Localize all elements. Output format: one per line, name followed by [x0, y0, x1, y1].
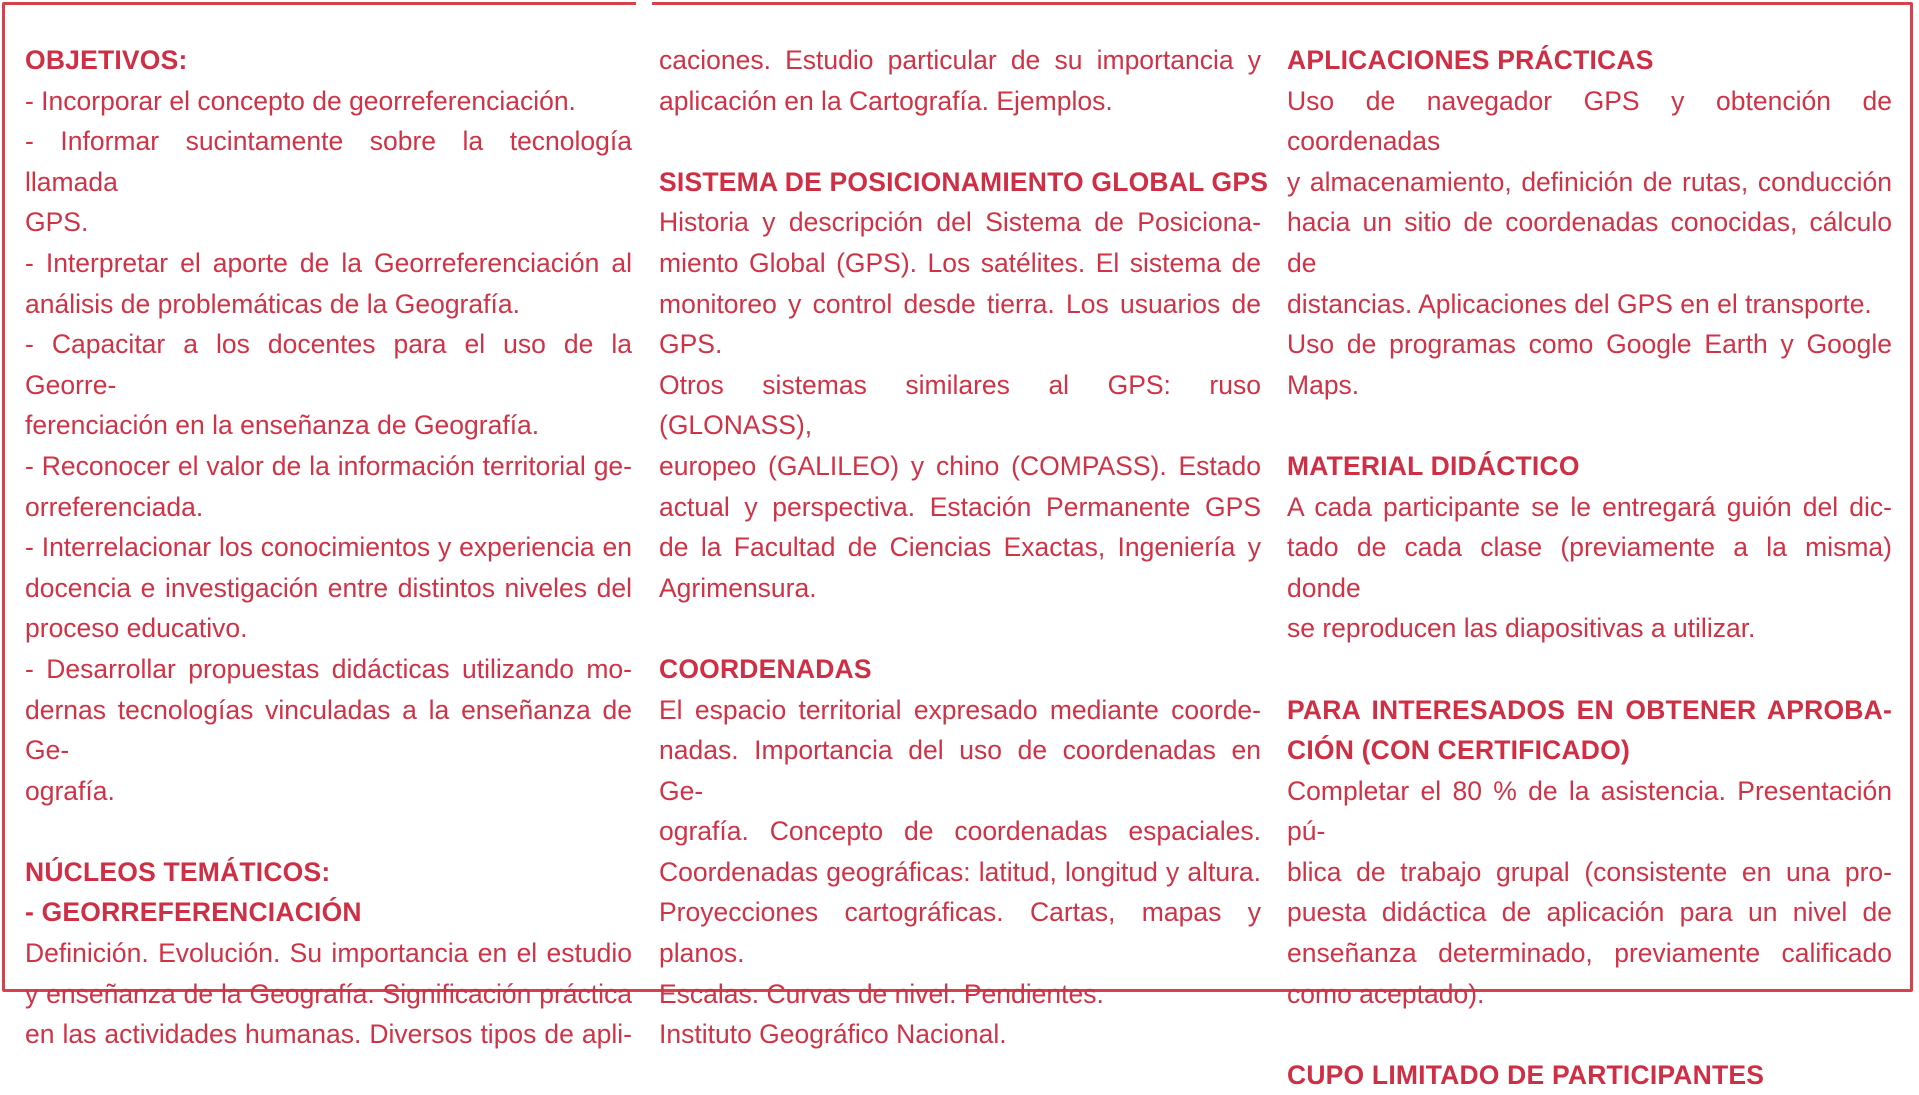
column-middle [659, 40, 1269, 1055]
spacer [25, 811, 632, 852]
gps-text-line-3: monitoreo y control desde tierra. Los usuarios de [659, 288, 1261, 319]
spacer [659, 608, 1261, 649]
aprobacion-text-line-4: enseñanza determinado, previamente calificado [1287, 938, 1892, 969]
material-text-line-3: se reproducen las diapositivas a utilizar. [1287, 613, 1756, 644]
aplicaciones-heading: APLICACIONES PRÁCTICAS [1287, 45, 1654, 75]
objetivo-7-line-3: ografía. [25, 775, 115, 806]
objetivo-2-line-1: - Informar sucintamente sobre la tecnología llamada [25, 126, 632, 197]
apps-text-line-4: distancias. Aplicaciones del GPS en el transporte. [1287, 288, 1872, 319]
objetivos-heading: OBJETIVOS: [25, 45, 188, 75]
objetivo-7-line-2: dernas tecnologías vinculadas a la enseñanza de Ge- [25, 694, 632, 766]
apps-text-line-6: Maps. [1287, 369, 1360, 400]
gps-text-line-6: europeo (GALILEO) y chino (COMPASS). Estado [659, 450, 1261, 481]
apps-text-line-2: y almacenamiento, definición de rutas, conducción [1287, 166, 1892, 197]
coord-text-line-1: El espacio territorial expresado mediante coorde- [659, 694, 1261, 725]
spacer [1287, 405, 1892, 446]
material-text-line-1: A cada participante se le entregará guión del dic- [1287, 491, 1892, 522]
coord-text-line-3: ografía. Concepto de coordenadas espaciales. [659, 816, 1261, 847]
aprobacion-heading-line-2: CIÓN (CON CERTIFICADO) [1287, 735, 1630, 766]
material-heading: MATERIAL DIDÁCTICO [1287, 450, 1580, 481]
apps-text-line-1: Uso de navegador GPS y obtención de coordenadas [1287, 85, 1892, 157]
aprobacion-text-line-2: blica de trabajo grupal (consistente en una pro- [1287, 856, 1892, 887]
objetivo-5-line-2: orreferenciada. [25, 491, 204, 522]
gps-text-line-8: de la Facultad de Ciencias Exactas, Ingeniería y [659, 532, 1261, 563]
gps-text-line-2: miento Global (GPS). Los satélites. El sistema de [659, 247, 1261, 278]
objetivo-2-line-2: GPS. [25, 207, 89, 238]
gps-text-line-7: actual y perspectiva. Estación Permanente GPS [659, 491, 1261, 522]
objetivo-3-line-1: - Interpretar el aporte de la Georreferenciación al [25, 247, 632, 278]
objetivo-1: - Incorporar el concepto de georreferenciación. [25, 85, 576, 116]
coord-text-line-6: Escalas. Curvas de nivel. Pendientes. [659, 978, 1104, 1009]
coordenadas-heading: COORDENADAS [659, 653, 872, 684]
georref-text-line-2: y enseñanza de la Geografía. Significación práctica [25, 978, 632, 1009]
nucleos-heading: NÚCLEOS TEMÁTICOS: [25, 856, 331, 887]
coord-text-line-2: nadas. Importancia del uso de coordenadas en Ge- [659, 735, 1261, 806]
gps-text-line-9: Agrimensura. [659, 572, 817, 603]
objetivo-6-line-3: proceso educativo. [25, 613, 248, 644]
frame-gap [636, 0, 652, 8]
continuation-line-2: aplicación en la Cartografía. Ejemplos. [659, 85, 1113, 116]
coord-text-line-4: Coordenadas geográficas: latitud, longitud y altura. [659, 856, 1261, 887]
column-left [25, 40, 632, 1055]
gps-heading: SISTEMA DE POSICIONAMIENTO GLOBAL GPS [659, 166, 1269, 197]
objetivo-6-line-1: - Interrelacionar los conocimientos y experiencia en [25, 532, 632, 563]
coord-text-line-7: Instituto Geográfico Nacional. [659, 1019, 1007, 1050]
aprobacion-heading-line-1: PARA INTERESADOS EN OBTENER APROBA- [1287, 694, 1892, 725]
gps-text-line-4: GPS. [659, 329, 723, 360]
objetivo-5-line-1: - Reconocer el valor de la información territorial ge- [25, 450, 632, 481]
spacer [1287, 649, 1892, 690]
georref-text-line-3: en las actividades humanas. Diversos tipos de apli- [25, 1019, 632, 1050]
georref-text-line-1: Definición. Evolución. Su importancia en el estudio [25, 938, 632, 969]
column-right [1287, 40, 1892, 1095]
gps-text-line-1: Historia y descripción del Sistema de Posiciona- [659, 207, 1261, 238]
objetivo-3-line-2: análisis de problemáticas de la Geografía. [25, 288, 520, 319]
objetivo-7-line-1: - Desarrollar propuestas didácticas utilizando mo- [25, 653, 632, 684]
aprobacion-text-line-5: como aceptado). [1287, 978, 1485, 1009]
gps-text-line-5: Otros sistemas similares al GPS: ruso (GLONASS), [659, 369, 1261, 441]
objetivo-4-line-1: - Capacitar a los docentes para el uso de la Georre- [25, 329, 632, 400]
apps-text-line-3: hacia un sitio de coordenadas conocidas, cálculo de [1287, 207, 1892, 278]
aprobacion-text-line-1: Completar el 80 % de la asistencia. Presentación pú- [1287, 775, 1892, 847]
apps-text-line-5: Uso de programas como Google Earth y Google [1287, 329, 1892, 360]
spacer [1287, 1014, 1892, 1055]
coord-text-line-5: Proyecciones cartográficas. Cartas, mapas y planos. [659, 897, 1261, 969]
continuation-line-1: caciones. Estudio particular de su importancia y [659, 45, 1261, 75]
georreferenciacion-heading: - GEORREFERENCIACIÓN [25, 897, 362, 928]
material-text-line-2: tado de cada clase (previamente a la misma) donde [1287, 532, 1892, 603]
aprobacion-text-line-3: puesta didáctica de aplicación para un nivel de [1287, 897, 1892, 928]
spacer [659, 121, 1261, 162]
objetivo-6-line-2: docencia e investigación entre distintos niveles del [25, 572, 632, 603]
objetivo-4-line-2: ferenciación en la enseñanza de Geografía. [25, 410, 540, 441]
cupo-heading: CUPO LIMITADO DE PARTICIPANTES [1287, 1059, 1765, 1090]
